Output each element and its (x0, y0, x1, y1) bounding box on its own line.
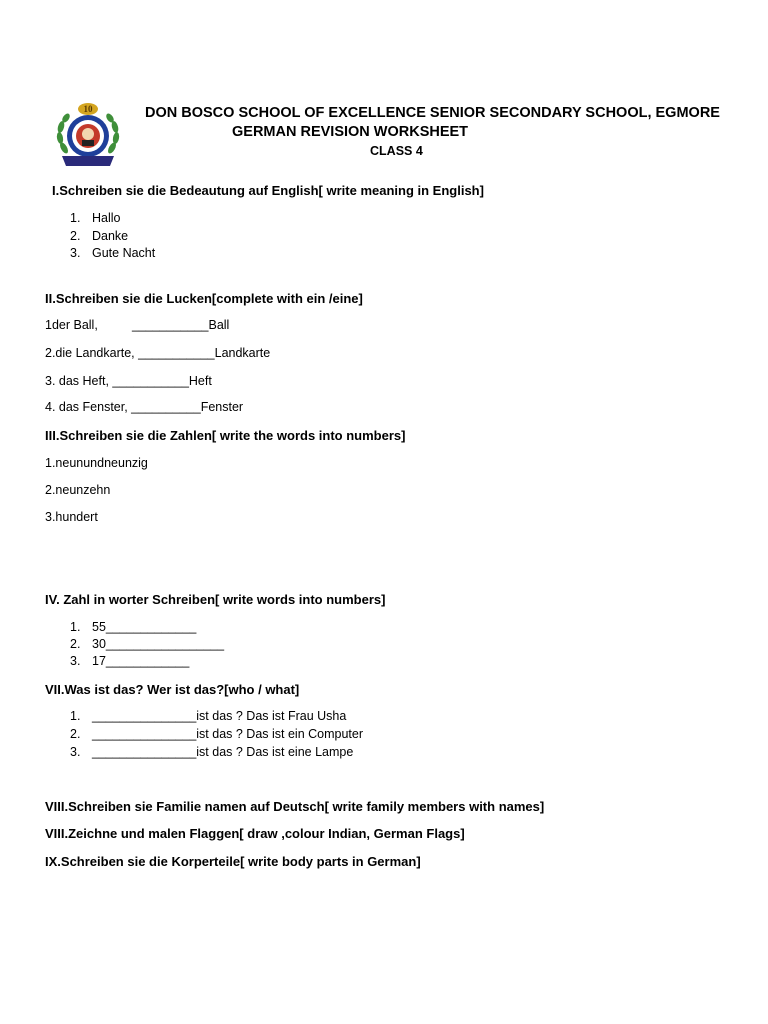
list-item: 1. 55_____________ (70, 620, 197, 634)
class-label: CLASS 4 (370, 144, 423, 158)
list-item: 1. Hallo (70, 211, 121, 225)
list-item: 2. Danke (70, 229, 129, 243)
list-item: 1der Ball, (45, 318, 98, 332)
list-item: 2.neunzehn (45, 483, 111, 497)
list-item: 2.die Landkarte, ___________Landkarte (45, 346, 271, 360)
svg-text:10: 10 (83, 104, 93, 114)
school-logo-icon (52, 100, 124, 172)
list-item: ___________Ball (132, 318, 230, 332)
list-item: 2. _______________ist das ? Das ist ein Computer (70, 727, 364, 741)
section-8-heading: VIII.Schreiben sie Familie namen auf Deutsch[ write family members with names] (45, 799, 545, 814)
section-1-heading: I.Schreiben sie die Bedeautung auf English[ write meaning in English] (52, 183, 484, 198)
list-item: 3.hundert (45, 510, 98, 524)
school-name: DON BOSCO SCHOOL OF EXCELLENCE SENIOR SECONDARY SCHOOL, EGMORE (145, 105, 720, 121)
list-item: 3. _______________ist das ? Das ist eine Lampe (70, 745, 354, 759)
list-item: 1. _______________ist das ? Das ist Frau Usha (70, 709, 347, 723)
worksheet-title: GERMAN REVISION WORKSHEET (232, 124, 469, 140)
list-item: 3. das Heft, ___________Heft (45, 374, 212, 388)
section-4-heading: IV. Zahl in worter Schreiben[ write words into numbers] (45, 592, 386, 607)
list-item: 4. das Fenster, __________Fenster (45, 400, 244, 414)
section-9-heading: IX.Schreiben sie die Korperteile[ write body parts in German] (45, 854, 421, 869)
list-item: 3. 17____________ (70, 654, 190, 668)
section-8b-heading: VIII.Zeichne und malen Flaggen[ draw ,colour Indian, German Flags] (45, 826, 465, 841)
list-item: 2. 30_________________ (70, 637, 225, 651)
list-item: 3. Gute Nacht (70, 246, 156, 260)
list-item: 1.neunundneunzig (45, 456, 148, 470)
section-3-heading: III.Schreiben sie die Zahlen[ write the words into numbers] (45, 428, 406, 443)
section-2-heading: II.Schreiben sie die Lucken[complete with ein /eine] (45, 291, 363, 306)
section-7-heading: VII.Was ist das? Wer ist das?[who / what] (45, 682, 300, 697)
